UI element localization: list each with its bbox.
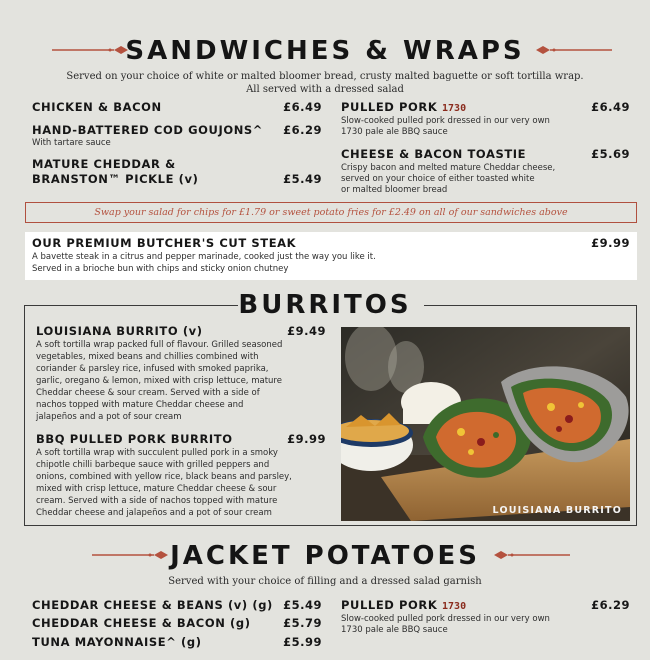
item-tuna-mayo: TUNA MAYONNAISE^ (g) [32,635,202,649]
desc-louisiana-3: coriander & parsley rice, infused with smoked paprika, [36,364,269,374]
price-bbq-pulled-pork-burrito: £9.99 [287,432,326,446]
ornament-divider-icon [534,43,612,57]
desc-bbq-5: cream. Served with a side of nachos topped with mature [36,496,278,506]
price-jacket-pulled-pork: £6.29 [591,598,630,612]
sandwiches-subtitle-1: Served on your choice of white or malted bloomer bread, crusty malted baguette or soft tortilla wrap. [66,71,584,82]
price-louisiana-burrito: £9.49 [287,324,326,338]
desc-louisiana-6: nachos topped with mature Cheddar cheese and [36,400,244,410]
desc-bbq-3: onions, combined with yellow rice, black beans and parsley, [36,472,292,482]
desc-steak-2: Served in a brioche bun with chips and sticky onion chutney [32,264,289,274]
section-title-sandwiches: SANDWICHES & WRAPS [125,36,525,66]
desc-pulled-pork-2: 1730 pale ale BBQ sauce [341,127,448,137]
desc-steak-1: A bavette steak in a citrus and pepper marinade, cooked just the way you like it. [32,252,376,262]
desc-toastie-2: served on your choice of either toasted white [341,174,535,184]
item-louisiana-burrito: LOUISIANA BURRITO (v) [36,324,203,338]
price-cheddar-bacon: £5.79 [283,616,322,630]
jackets-subtitle: Served with your choice of filling and a dressed salad garnish [168,576,482,587]
burrito-photo [341,327,630,521]
desc-louisiana-2: vegetables, mixed beans and chillies combined with [36,352,259,362]
item-cheese-bacon-toastie: CHEESE & BACON TOASTIE [341,147,527,161]
photo-caption: LOUISIANA BURRITO [492,505,622,516]
desc-bbq-6: Cheddar cheese and jalapeños and a pot of sour cream [36,508,272,518]
section-title-burritos: BURRITOS [238,290,412,320]
item-chicken-bacon: CHICKEN & BACON [32,100,162,114]
item-jacket-pulled-pork [341,598,466,614]
desc-louisiana-4: garlic, oregano & lemon, mixed with crisp lettuce, mature [36,376,282,386]
desc-louisiana-1: A soft tortilla wrap packed full of flavour. Grilled seasoned [36,340,283,350]
price-premium-steak: £9.99 [591,236,630,250]
item-pulled-pork [341,100,466,116]
price-cheddar-branston: £5.49 [283,172,322,186]
desc-jacket-pulled-pork-1: Slow-cooked pulled pork dressed in our very own [341,614,550,624]
desc-toastie-3: or malted bloomer bread [341,185,448,195]
item-pulled-pork-label: PULLED PORK [341,100,438,114]
price-cod-goujons: £6.29 [283,123,322,137]
desc-pulled-pork-1: Slow-cooked pulled pork dressed in our very own [341,116,550,126]
desc-bbq-4: mixed with crisp lettuce, mature Cheddar cheese & sour [36,484,277,494]
item-cheddar-beans: CHEDDAR CHEESE & BEANS (v) (g) [32,598,273,612]
desc-bbq-1: A soft tortilla wrap with succulent pulled pork in a smoky [36,448,278,458]
desc-louisiana-5: Cheddar cheese & sour cream. Served with a side of [36,388,260,398]
ornament-divider-icon [492,548,570,562]
desc-toastie-1: Crispy bacon and melted mature Cheddar cheese, [341,163,556,173]
item-cod-goujons: HAND-BATTERED COD GOUJONS^ [32,123,264,137]
desc-jacket-pulled-pork-2: 1730 pale ale BBQ sauce [341,625,448,635]
brand-1730-tag: 1730 [442,601,467,612]
desc-louisiana-7: jalapeños and a pot of sour cream [36,412,182,422]
desc-cod-goujons: With tartare sauce [32,138,111,148]
sandwiches-subtitle-2: All served with a dressed salad [246,84,404,95]
item-bbq-pulled-pork-burrito: BBQ PULLED PORK BURRITO [36,432,233,446]
swap-salad-note: Swap your salad for chips for £1.79 or sweet potato fries for £2.49 on all of our sandwiches above [25,202,637,223]
price-chicken-bacon: £6.49 [283,100,322,114]
price-pulled-pork: £6.49 [591,100,630,114]
item-cheddar-branston-2: BRANSTON™ PICKLE (v) [32,172,199,186]
desc-bbq-2: chipotle chilli barbeque sauce with grilled peppers and [36,460,270,470]
brand-1730-tag: 1730 [442,103,467,114]
item-cheddar-branston-1: MATURE CHEDDAR & [32,157,176,171]
item-premium-steak: OUR PREMIUM BUTCHER'S CUT STEAK [32,236,297,250]
price-cheddar-beans: £5.49 [283,598,322,612]
item-jacket-pulled-pork-label: PULLED PORK [341,598,438,612]
price-tuna-mayo: £5.99 [283,635,322,649]
item-cheddar-bacon: CHEDDAR CHEESE & BACON (g) [32,616,251,630]
section-title-jackets: JACKET POTATOES [170,541,480,571]
price-cheese-bacon-toastie: £5.69 [591,147,630,161]
